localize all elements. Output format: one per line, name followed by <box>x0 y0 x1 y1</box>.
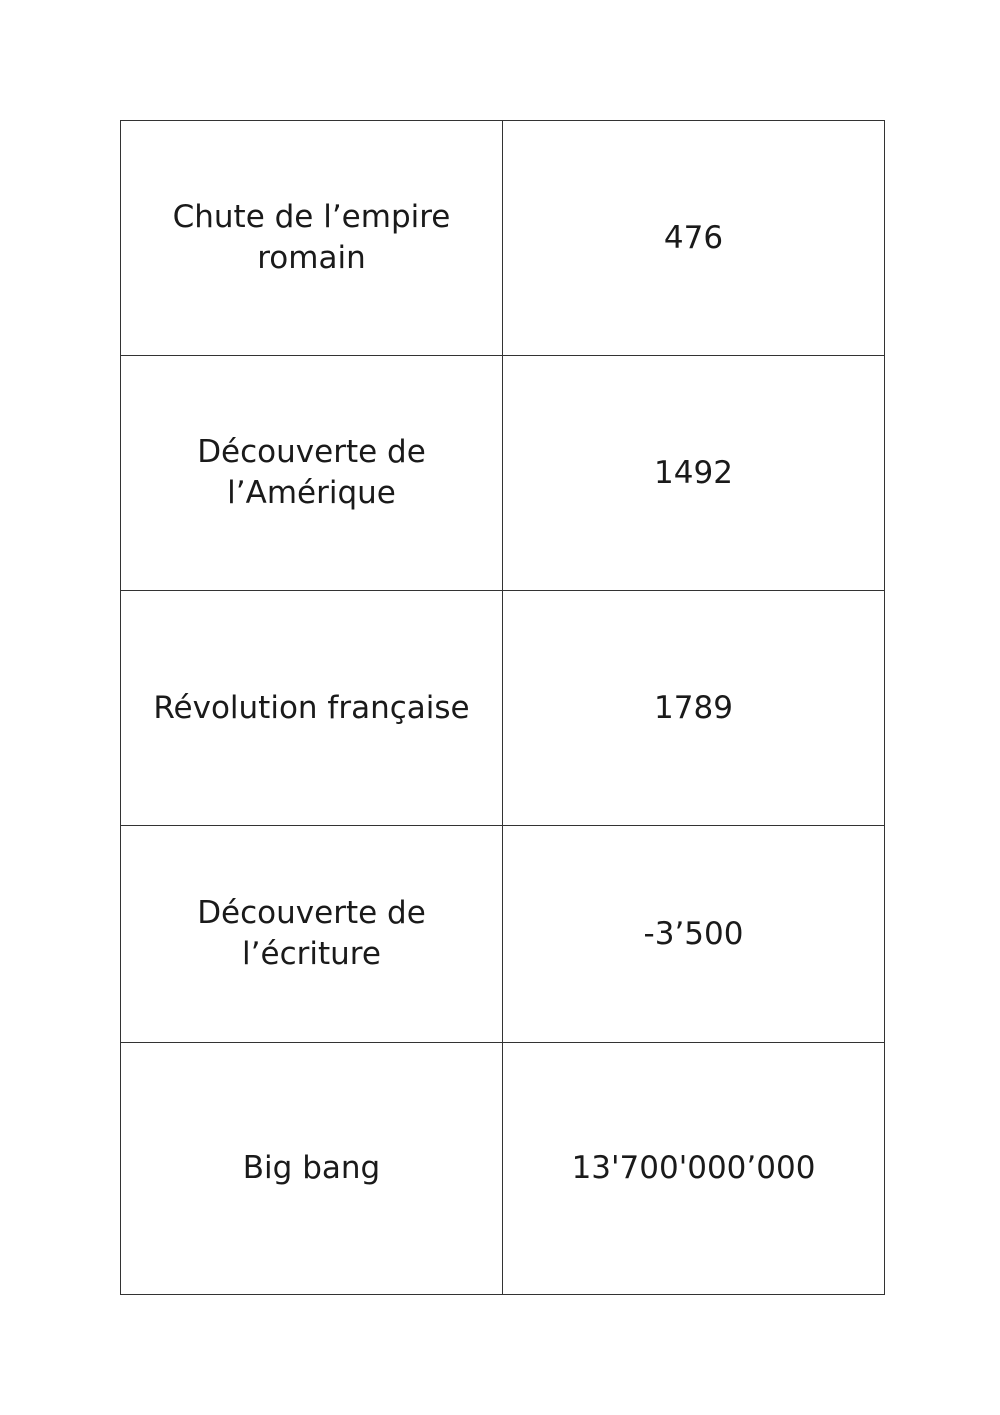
event-label: Découverte de l’Amérique <box>197 434 426 511</box>
date-cell <box>503 356 885 591</box>
event-date-table <box>120 120 885 1295</box>
table-row <box>121 591 885 826</box>
event-cell <box>121 1043 503 1295</box>
table-row <box>121 826 885 1043</box>
event-cell <box>121 591 503 826</box>
event-label: Big bang <box>242 1150 381 1186</box>
event-cell <box>121 121 503 356</box>
table-row <box>121 1043 885 1295</box>
date-cell <box>503 121 885 356</box>
event-label: Révolution française <box>153 689 470 726</box>
date-cell <box>503 1043 885 1295</box>
date-label: 1492 <box>654 454 733 491</box>
date-cell <box>503 826 885 1043</box>
event-cell <box>121 826 503 1043</box>
event-label: Chute de l’empire romain <box>172 199 451 276</box>
event-label: Découverte de l’écriture <box>197 895 426 972</box>
date-cell <box>503 591 885 826</box>
date-label: -3’500 <box>643 915 744 952</box>
table-row <box>121 121 885 356</box>
date-label: 1789 <box>654 689 733 726</box>
event-cell <box>121 356 503 591</box>
table-row <box>121 356 885 591</box>
date-label: 13'700'000’000 <box>571 1150 816 1186</box>
date-label: 476 <box>663 219 724 256</box>
